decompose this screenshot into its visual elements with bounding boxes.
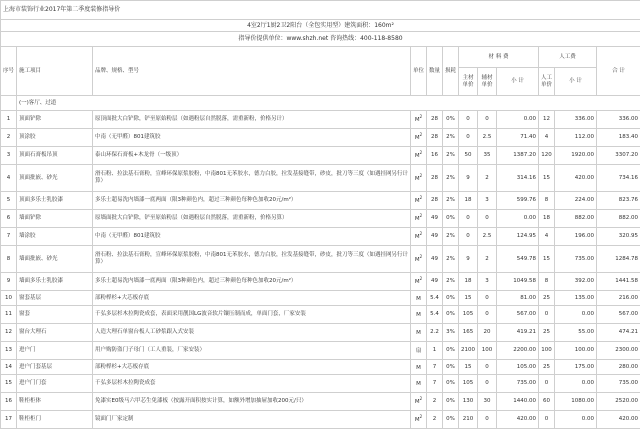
- row-total: 1284.78: [597, 246, 640, 273]
- row-spec: 泰山环保石膏板+木龙骨（一级顶）: [93, 147, 411, 165]
- row-project: 窗套: [17, 306, 93, 324]
- table-row: [1, 210, 640, 228]
- row-loss: 0%: [443, 342, 459, 360]
- header-labor-subtotal: 小 计: [555, 68, 597, 96]
- row-loss: 0%: [443, 291, 459, 306]
- table-row: [1, 273, 640, 291]
- row-qty: 49: [427, 273, 443, 291]
- row-spec: 中南（无甲醛）801建筑胶: [93, 129, 411, 147]
- row-unit: M: [411, 291, 427, 306]
- row-labor-subtotal: 0.00: [555, 411, 597, 429]
- row-labor-price: 120: [539, 147, 555, 165]
- row-project: 顶面石膏板吊顶: [17, 147, 93, 165]
- row-total: 2300.00: [597, 342, 640, 360]
- row-labor-subtotal: 196.00: [555, 228, 597, 246]
- row-loss: 0%: [443, 375, 459, 393]
- row-qty: 2.2: [427, 324, 443, 342]
- row-project: 顶面批嵌、砂光: [17, 165, 93, 192]
- row-unit: $M^2$: [411, 165, 427, 192]
- row-seq: 4: [1, 165, 17, 192]
- row-labor-subtotal: 1920.00: [555, 147, 597, 165]
- row-labor-price: 4: [539, 129, 555, 147]
- row-main-price: 9: [459, 165, 478, 192]
- row-qty: 5.4: [427, 291, 443, 306]
- row-main-price: 18: [459, 192, 478, 210]
- row-total: 216.00: [597, 291, 640, 306]
- row-project: 墙面批嵌、砂光: [17, 246, 93, 273]
- row-labor-subtotal: 100.00: [555, 342, 597, 360]
- row-total: 336.00: [597, 111, 640, 129]
- row-total: 567.00: [597, 306, 640, 324]
- row-labor-subtotal: 0.00: [555, 306, 597, 324]
- row-main-price: 0: [459, 228, 478, 246]
- row-labor-price: 25: [539, 291, 555, 306]
- row-unit: $M^2$: [411, 111, 427, 129]
- row-aux-price: 0: [478, 210, 497, 228]
- row-project: 窗套基层: [17, 291, 93, 306]
- row-total: 183.40: [597, 129, 640, 147]
- row-main-price: 0: [459, 210, 478, 228]
- row-spec: 部粉榉杉+大芯板存底: [93, 360, 411, 375]
- row-labor-price: 0: [539, 411, 555, 429]
- table-row: [1, 291, 640, 306]
- row-labor-price: 60: [539, 393, 555, 411]
- row-main-price: 18: [459, 273, 478, 291]
- row-main-price: 130: [459, 393, 478, 411]
- header-main-price: 主材单价: [459, 68, 478, 96]
- row-aux-price: 0: [478, 375, 497, 393]
- row-main-price: 165: [459, 324, 478, 342]
- row-qty: 49: [427, 246, 443, 273]
- row-subtotal: 549.78: [497, 246, 539, 273]
- row-subtotal: 81.00: [497, 291, 539, 306]
- row-loss: 3%: [443, 324, 459, 342]
- row-labor-price: 100: [539, 342, 555, 360]
- row-total: 420.00: [597, 411, 640, 429]
- row-total: 320.95: [597, 228, 640, 246]
- row-qty: 28: [427, 165, 443, 192]
- header-material-group: 材 料 费: [459, 47, 539, 68]
- row-labor-price: 0: [539, 375, 555, 393]
- row-subtotal: 0.00: [497, 210, 539, 228]
- row-unit: $M^2$: [411, 129, 427, 147]
- row-unit: 扇: [411, 342, 427, 360]
- row-loss: 0%: [443, 306, 459, 324]
- row-total: 474.21: [597, 324, 640, 342]
- row-loss: 0%: [443, 111, 459, 129]
- table-row: [1, 360, 640, 375]
- row-unit: M: [411, 360, 427, 375]
- row-labor-subtotal: 420.00: [555, 165, 597, 192]
- table-row: [1, 147, 640, 165]
- row-aux-price: 20: [478, 324, 497, 342]
- row-project: 顶涂胶: [17, 129, 93, 147]
- header-total: 合 计: [597, 47, 640, 96]
- row-seq: 11: [1, 306, 17, 324]
- row-seq: 10: [1, 291, 17, 306]
- row-labor-price: 8: [539, 192, 555, 210]
- row-spec: 原顶面批大白铲除，铲至原始粉层（如遇粉层自然脱落，需重新粉，价格另计）: [93, 111, 411, 129]
- row-unit: M: [411, 324, 427, 342]
- row-aux-price: 0: [478, 411, 497, 429]
- row-qty: 49: [427, 228, 443, 246]
- row-subtotal: 314.16: [497, 165, 539, 192]
- row-loss: 2%: [443, 273, 459, 291]
- table-row: [1, 375, 640, 393]
- row-loss: 0%: [443, 360, 459, 375]
- row-spec: 用户购防盗门子母门（工人重装，厂家安装）: [93, 342, 411, 360]
- row-unit: M: [411, 375, 427, 393]
- row-subtotal: 735.00: [497, 375, 539, 393]
- row-main-price: 0: [459, 111, 478, 129]
- row-labor-price: 25: [539, 360, 555, 375]
- row-main-price: 9: [459, 246, 478, 273]
- table-row: [1, 306, 640, 324]
- row-labor-subtotal: 735.00: [555, 246, 597, 273]
- table-row: [1, 393, 640, 411]
- row-qty: 1: [427, 342, 443, 360]
- row-subtotal: 71.40: [497, 129, 539, 147]
- row-qty: 49: [427, 210, 443, 228]
- row-qty: 28: [427, 192, 443, 210]
- row-total: 2520.00: [597, 393, 640, 411]
- row-labor-subtotal: 392.00: [555, 273, 597, 291]
- row-qty: 16: [427, 147, 443, 165]
- row-total: 735.00: [597, 375, 640, 393]
- row-qty: 28: [427, 129, 443, 147]
- row-aux-price: 2: [478, 165, 497, 192]
- row-loss: 2%: [443, 129, 459, 147]
- header-labor-group: 人工费: [539, 47, 597, 68]
- row-labor-subtotal: 224.00: [555, 192, 597, 210]
- table-row: [1, 246, 640, 273]
- row-main-price: 105: [459, 306, 478, 324]
- row-total: 1441.58: [597, 273, 640, 291]
- row-seq: 13: [1, 342, 17, 360]
- row-main-price: 2100: [459, 342, 478, 360]
- row-seq: 15: [1, 375, 17, 393]
- row-project: 墙涂胶: [17, 228, 93, 246]
- row-labor-subtotal: 135.00: [555, 291, 597, 306]
- row-labor-subtotal: 55.00: [555, 324, 597, 342]
- row-aux-price: 2.5: [478, 129, 497, 147]
- row-subtotal: 1440.00: [497, 393, 539, 411]
- row-main-price: 105: [459, 375, 478, 393]
- row-subtotal: 420.00: [497, 411, 539, 429]
- row-total: 280.00: [597, 360, 640, 375]
- row-aux-price: 0: [478, 360, 497, 375]
- row-total: 882.00: [597, 210, 640, 228]
- table-row: [1, 324, 640, 342]
- row-labor-price: 12: [539, 111, 555, 129]
- row-labor-price: 15: [539, 246, 555, 273]
- row-spec: 中南（无甲醛）801建筑胶: [93, 228, 411, 246]
- row-seq: 9: [1, 273, 17, 291]
- row-subtotal: 567.00: [497, 306, 539, 324]
- row-qty: 7: [427, 360, 443, 375]
- row-loss: 2%: [443, 165, 459, 192]
- row-main-price: 15: [459, 360, 478, 375]
- table-row: [1, 129, 640, 147]
- table-row: [1, 192, 640, 210]
- header-qty: 数量: [427, 47, 443, 96]
- table-row: [1, 228, 640, 246]
- row-labor-subtotal: 112.00: [555, 129, 597, 147]
- row-labor-subtotal: 1080.00: [555, 393, 597, 411]
- row-loss: 2%: [443, 192, 459, 210]
- row-project: 进户门套基层: [17, 360, 93, 375]
- row-main-price: 50: [459, 147, 478, 165]
- row-spec: 滑石粉、拉法基石膏粉，宣峰环保原浆胶粉，中南801无苯胶水，德力白胶，拉发基接缝带，砂皮，批刀等三度（如遇挂网另行计算）: [93, 165, 411, 192]
- header-unit: 单位: [411, 47, 427, 96]
- row-spec: 滑石粉、拉法基石膏粉，宣峰环保原浆胶粉，中南801无苯胶水，德力白胶，拉发基接缝带，砂皮，批刀等三度（如遇挂网另行计算）: [93, 246, 411, 273]
- row-aux-price: 30: [478, 393, 497, 411]
- header-labor-price: 人工单价: [539, 68, 555, 96]
- row-spec: 原墙面批大白铲除，铲至原始粉层（如遇粉层自然脱落，需重新粉，价格另算）: [93, 210, 411, 228]
- header-subtotal: 小 计: [497, 68, 539, 96]
- row-project: 鞋柜柜门: [17, 411, 93, 429]
- row-labor-price: 15: [539, 165, 555, 192]
- row-project: 顶面多乐士乳胶漆: [17, 192, 93, 210]
- row-seq: 17: [1, 411, 17, 429]
- header-project: 施工项目: [17, 47, 93, 96]
- row-aux-price: 35: [478, 147, 497, 165]
- row-project: 墙面铲除: [17, 210, 93, 228]
- row-spec: 镜面门厂家定制: [93, 411, 411, 429]
- row-seq: 3: [1, 147, 17, 165]
- row-subtotal: 124.95: [497, 228, 539, 246]
- header-aux-price: 辅材单价: [478, 68, 497, 96]
- row-loss: 0%: [443, 210, 459, 228]
- row-unit: $M^2$: [411, 192, 427, 210]
- row-subtotal: 599.76: [497, 192, 539, 210]
- row-aux-price: 0: [478, 111, 497, 129]
- row-unit: M: [411, 306, 427, 324]
- row-seq: 8: [1, 246, 17, 273]
- row-labor-price: 8: [539, 273, 555, 291]
- row-labor-price: 25: [539, 324, 555, 342]
- row-subtotal: 2200.00: [497, 342, 539, 360]
- table-row: [1, 342, 640, 360]
- provider-info: 指导价提供单位：www.shzh.net 咨询热线：400-118-8580: [1, 32, 640, 47]
- row-subtotal: 419.21: [497, 324, 539, 342]
- row-spec: 多乐士超易洗内墙漆一底两面（限3种颜色内，超过三种颜色每种色加收20元/m²）: [93, 273, 411, 291]
- row-seq: 7: [1, 228, 17, 246]
- row-unit: $M^2$: [411, 273, 427, 291]
- row-labor-price: 4: [539, 228, 555, 246]
- row-subtotal: 1387.20: [497, 147, 539, 165]
- row-unit: $M^2$: [411, 147, 427, 165]
- row-spec: 多乐士超易洗内墙漆一底两面（限3种颜色内，超过三种颜色每种色加收20元/m²）: [93, 192, 411, 210]
- row-spec: 人造大理石单窗台板人工砂浆跟入式安装: [93, 324, 411, 342]
- row-labor-price: 0: [539, 306, 555, 324]
- row-qty: 5.4: [427, 306, 443, 324]
- row-seq: 12: [1, 324, 17, 342]
- row-seq: 16: [1, 393, 17, 411]
- row-loss: 0%: [443, 393, 459, 411]
- row-project: 鞋柜柜体: [17, 393, 93, 411]
- row-subtotal: 1049.58: [497, 273, 539, 291]
- row-loss: 2%: [443, 147, 459, 165]
- row-seq: 5: [1, 192, 17, 210]
- row-total: 823.76: [597, 192, 640, 210]
- row-labor-price: 18: [539, 210, 555, 228]
- row-loss: 0%: [443, 411, 459, 429]
- header-loss: 损耗: [443, 47, 459, 96]
- row-aux-price: 2.5: [478, 228, 497, 246]
- row-seq: 14: [1, 360, 17, 375]
- table-row: [1, 111, 640, 129]
- row-spec: 部粉榉杉+大芯板存底: [93, 291, 411, 306]
- row-aux-price: 3: [478, 192, 497, 210]
- row-spec: 千弘多层杉木拉陶瓷成套: [93, 375, 411, 393]
- row-subtotal: 105.00: [497, 360, 539, 375]
- row-labor-subtotal: 882.00: [555, 210, 597, 228]
- table-row: [1, 165, 640, 192]
- row-qty: 28: [427, 111, 443, 129]
- row-seq: 6: [1, 210, 17, 228]
- row-project: 墙面多乐士乳胶漆: [17, 273, 93, 291]
- page-subtitle: 4室2厅1厨2卫2阳台（全包实用型）建筑面积：160m²: [1, 20, 640, 32]
- row-spec: 免漆实E0级马六甲芯生免漆板（按露开面积按实计算，如额外增加抽屉加收200元/只）: [93, 393, 411, 411]
- row-subtotal: 0.00: [497, 111, 539, 129]
- row-loss: 2%: [443, 228, 459, 246]
- header-seq: 序号: [1, 47, 17, 96]
- row-aux-price: 0: [478, 306, 497, 324]
- row-main-price: 210: [459, 411, 478, 429]
- row-seq: 2: [1, 129, 17, 147]
- row-qty: 7: [427, 375, 443, 393]
- row-labor-subtotal: 336.00: [555, 111, 597, 129]
- row-main-price: 15: [459, 291, 478, 306]
- row-unit: $M^2$: [411, 228, 427, 246]
- row-aux-price: 0: [478, 291, 497, 306]
- row-loss: 2%: [443, 246, 459, 273]
- row-project: 顶面铲除: [17, 111, 93, 129]
- row-unit: $M^2$: [411, 246, 427, 273]
- row-project: 进户门: [17, 342, 93, 360]
- row-main-price: 0: [459, 129, 478, 147]
- row-aux-price: 3: [478, 273, 497, 291]
- row-unit: $M^2$: [411, 393, 427, 411]
- row-labor-subtotal: 0.00: [555, 375, 597, 393]
- row-project: 进户门门套: [17, 375, 93, 393]
- row-spec: 千弘多层杉木拉陶瓷成套，表面采用靓国LG波音软片镶压制而成，单面门套，厂家安装: [93, 306, 411, 324]
- row-unit: $M^2$: [411, 210, 427, 228]
- row-unit: $M^2$: [411, 411, 427, 429]
- section-label: (一)客厅、过道: [17, 96, 640, 111]
- row-seq: 1: [1, 111, 17, 129]
- row-project: 窗台大理石: [17, 324, 93, 342]
- table-row: [1, 411, 640, 429]
- page-title: 上海市装饰行业2017年第二季度装修指导价: [1, 1, 640, 20]
- row-total: 3307.20: [597, 147, 640, 165]
- row-aux-price: 2: [478, 246, 497, 273]
- header-spec: 品牌、规格、型号: [93, 47, 411, 96]
- row-qty: 2: [427, 393, 443, 411]
- row-total: 734.16: [597, 165, 640, 192]
- row-aux-price: 100: [478, 342, 497, 360]
- row-qty: 2: [427, 411, 443, 429]
- row-labor-subtotal: 175.00: [555, 360, 597, 375]
